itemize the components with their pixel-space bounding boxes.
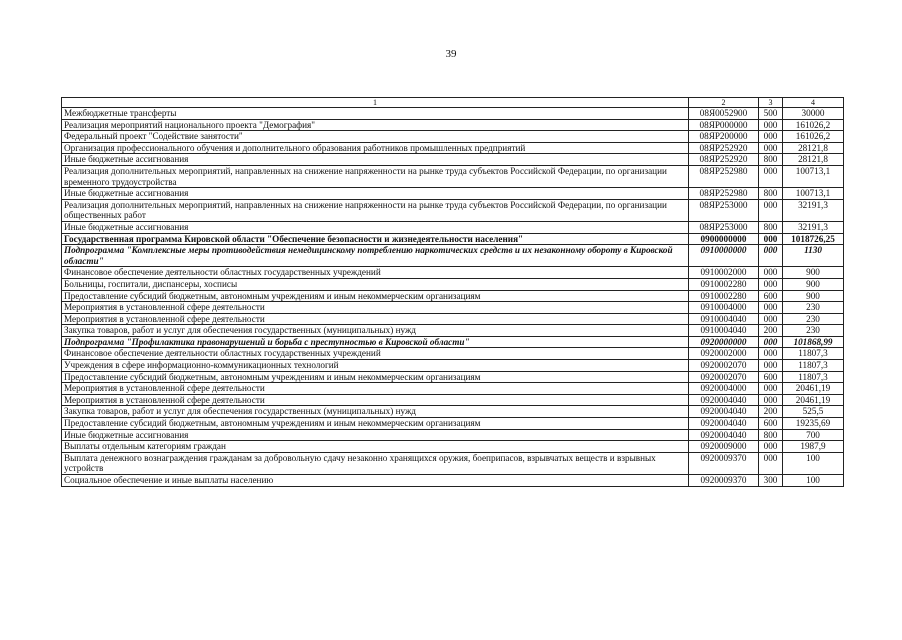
row-name-cell: Реализация дополнительных мероприятий, направленных на снижение напряженности на рынке труда субъектов Российской Федерации, по организации временного трудоустройства xyxy=(62,165,689,187)
table-row xyxy=(62,221,844,233)
row-code-cell: 0920002070 xyxy=(689,360,759,372)
row-code-cell: 08ЯР252920 xyxy=(689,154,759,166)
row-type-cell: 600 xyxy=(759,371,783,383)
row-sum-cell: 19235,69 xyxy=(783,418,844,430)
row-sum-cell: 101868,99 xyxy=(783,336,844,348)
row-sum-cell: 100713,1 xyxy=(783,188,844,200)
row-type-cell: 800 xyxy=(759,154,783,166)
row-code-cell: 0910004000 xyxy=(689,302,759,314)
row-name-cell: Подпрограмма "Профилактика правонарушений и борьба с преступностью в Кировской области" xyxy=(62,336,689,348)
row-type-cell: 200 xyxy=(759,325,783,337)
table-row xyxy=(62,290,844,302)
row-code-cell: 08ЯР252920 xyxy=(689,142,759,154)
table-row xyxy=(62,383,844,395)
table-row xyxy=(62,313,844,325)
row-type-cell: 300 xyxy=(759,475,783,487)
table-row xyxy=(62,142,844,154)
row-code-cell: 0910004040 xyxy=(689,313,759,325)
table-row xyxy=(62,348,844,360)
row-sum-cell: 28121,8 xyxy=(783,154,844,166)
table-row xyxy=(62,233,844,245)
row-sum-cell: 161026,2 xyxy=(783,131,844,143)
table-row xyxy=(62,131,844,143)
row-type-cell: 200 xyxy=(759,406,783,418)
row-sum-cell: 30000 xyxy=(783,108,844,120)
row-name-cell: Иные бюджетные ассигнования xyxy=(62,429,689,441)
row-sum-cell: 230 xyxy=(783,302,844,314)
table-row xyxy=(62,475,844,487)
table-row xyxy=(62,302,844,314)
row-type-cell: 800 xyxy=(759,221,783,233)
table-row xyxy=(62,325,844,337)
row-code-cell: 0910000000 xyxy=(689,245,759,267)
table-row xyxy=(62,245,844,267)
row-type-cell: 000 xyxy=(759,348,783,360)
row-sum-cell: 900 xyxy=(783,278,844,290)
row-name-cell: Социальное обеспечение и иные выплаты населению xyxy=(62,475,689,487)
row-sum-cell: 100 xyxy=(783,475,844,487)
row-name-cell: Закупка товаров, работ и услуг для обеспечения государственных (муниципальных) нужд xyxy=(62,406,689,418)
row-code-cell: 0910004040 xyxy=(689,325,759,337)
row-type-cell: 000 xyxy=(759,394,783,406)
row-type-cell: 000 xyxy=(759,267,783,279)
table-row xyxy=(62,371,844,383)
table-row xyxy=(62,394,844,406)
row-sum-cell: 20461,19 xyxy=(783,383,844,395)
header-col-2: 2 xyxy=(689,98,759,108)
row-name-cell: Предоставление субсидий бюджетным, автономным учреждениям и иным некоммерческим организациям xyxy=(62,290,689,302)
row-code-cell: 08ЯР253000 xyxy=(689,221,759,233)
row-name-cell: Государственная программа Кировской области "Обеспечение безопасности и жизнедеятельности населения" xyxy=(62,233,689,245)
row-code-cell: 0910002280 xyxy=(689,290,759,302)
row-sum-cell: 20461,19 xyxy=(783,394,844,406)
table-row xyxy=(62,441,844,453)
table-row xyxy=(62,360,844,372)
header-col-3: 3 xyxy=(759,98,783,108)
row-code-cell: 0900000000 xyxy=(689,233,759,245)
row-code-cell: 0920004040 xyxy=(689,406,759,418)
row-code-cell: 0920009000 xyxy=(689,441,759,453)
table-row xyxy=(62,452,844,474)
table-row xyxy=(62,278,844,290)
row-type-cell: 000 xyxy=(759,199,783,221)
row-code-cell: 08ЯР252980 xyxy=(689,165,759,187)
row-code-cell: 0910002280 xyxy=(689,278,759,290)
row-name-cell: Предоставление субсидий бюджетным, автономным учреждениям и иным некоммерческим организациям xyxy=(62,371,689,383)
row-name-cell: Федеральный проект "Содействие занятости" xyxy=(62,131,689,143)
budget-table xyxy=(61,97,844,487)
row-code-cell: 0920004040 xyxy=(689,429,759,441)
row-type-cell: 000 xyxy=(759,452,783,474)
table-row xyxy=(62,188,844,200)
row-name-cell: Мероприятия в установленной сфере деятельности xyxy=(62,313,689,325)
row-type-cell: 500 xyxy=(759,108,783,120)
row-code-cell: 0920002070 xyxy=(689,371,759,383)
row-sum-cell: 230 xyxy=(783,325,844,337)
row-code-cell: 08ЯР200000 xyxy=(689,131,759,143)
row-type-cell: 000 xyxy=(759,233,783,245)
row-name-cell: Реализация мероприятий национального проекта "Демография" xyxy=(62,119,689,131)
row-type-cell: 000 xyxy=(759,142,783,154)
row-type-cell: 000 xyxy=(759,278,783,290)
row-sum-cell: 700 xyxy=(783,429,844,441)
row-name-cell: Реализация дополнительных мероприятий, направленных на снижение напряженности на рынке труда субъектов Российской Федерации, по организации общественных работ xyxy=(62,199,689,221)
row-type-cell: 800 xyxy=(759,429,783,441)
row-name-cell: Организация профессионального обучения и дополнительного образования работников промышленных предприятий xyxy=(62,142,689,154)
row-sum-cell: 161026,2 xyxy=(783,119,844,131)
row-code-cell: 0910002000 xyxy=(689,267,759,279)
row-type-cell: 600 xyxy=(759,418,783,430)
row-sum-cell: 100 xyxy=(783,452,844,474)
row-name-cell: Межбюджетные трансферты xyxy=(62,108,689,120)
header-col-1: 1 xyxy=(62,98,689,108)
row-sum-cell: 32191,3 xyxy=(783,199,844,221)
table-row xyxy=(62,165,844,187)
row-name-cell: Подпрограмма "Комплексные меры противодействия немедицинскому потреблению наркотических средств и их незаконному обороту в Кировской области" xyxy=(62,245,689,267)
table-header-row xyxy=(62,98,844,108)
row-type-cell: 000 xyxy=(759,336,783,348)
row-name-cell: Выплаты отдельным категориям граждан xyxy=(62,441,689,453)
row-sum-cell: 1987,9 xyxy=(783,441,844,453)
row-name-cell: Иные бюджетные ассигнования xyxy=(62,188,689,200)
row-sum-cell: 1130 xyxy=(783,245,844,267)
row-sum-cell: 11807,3 xyxy=(783,371,844,383)
row-code-cell: 0920009370 xyxy=(689,452,759,474)
row-code-cell: 0920000000 xyxy=(689,336,759,348)
row-code-cell: 0920002000 xyxy=(689,348,759,360)
row-type-cell: 000 xyxy=(759,302,783,314)
table-row xyxy=(62,429,844,441)
row-name-cell: Мероприятия в установленной сфере деятельности xyxy=(62,383,689,395)
row-type-cell: 000 xyxy=(759,165,783,187)
row-sum-cell: 11807,3 xyxy=(783,360,844,372)
row-name-cell: Иные бюджетные ассигнования xyxy=(62,221,689,233)
table-row xyxy=(62,154,844,166)
row-sum-cell: 11807,3 xyxy=(783,348,844,360)
row-code-cell: 0920004000 xyxy=(689,383,759,395)
table-row xyxy=(62,418,844,430)
row-type-cell: 000 xyxy=(759,131,783,143)
row-code-cell: 0920004040 xyxy=(689,394,759,406)
table-row xyxy=(62,119,844,131)
row-sum-cell: 100713,1 xyxy=(783,165,844,187)
row-name-cell: Финансовое обеспечение деятельности областных государственных учреждений xyxy=(62,348,689,360)
row-name-cell: Мероприятия в установленной сфере деятельности xyxy=(62,394,689,406)
row-type-cell: 800 xyxy=(759,188,783,200)
row-sum-cell: 32191,3 xyxy=(783,221,844,233)
table-row xyxy=(62,336,844,348)
row-type-cell: 000 xyxy=(759,313,783,325)
row-type-cell: 000 xyxy=(759,245,783,267)
row-name-cell: Выплата денежного вознаграждения гражданам за добровольную сдачу незаконно хранящихся оружия, боеприпасов, взрывчатых веществ и взрывных устройств xyxy=(62,452,689,474)
row-name-cell: Учреждения в сфере информационно-коммуникационных технологий xyxy=(62,360,689,372)
row-code-cell: 08Я0052900 xyxy=(689,108,759,120)
table-row xyxy=(62,199,844,221)
page-number: 39 xyxy=(445,48,457,60)
row-code-cell: 08ЯР252980 xyxy=(689,188,759,200)
row-type-cell: 600 xyxy=(759,290,783,302)
row-type-cell: 000 xyxy=(759,441,783,453)
row-sum-cell: 525,5 xyxy=(783,406,844,418)
row-sum-cell: 230 xyxy=(783,313,844,325)
header-col-4: 4 xyxy=(783,98,844,108)
row-name-cell: Предоставление субсидий бюджетным, автономным учреждениям и иным некоммерческим организациям xyxy=(62,418,689,430)
row-sum-cell: 900 xyxy=(783,290,844,302)
row-code-cell: 08ЯР000000 xyxy=(689,119,759,131)
row-type-cell: 000 xyxy=(759,119,783,131)
row-code-cell: 0920004040 xyxy=(689,418,759,430)
table-row xyxy=(62,108,844,120)
table-row xyxy=(62,267,844,279)
row-code-cell: 0920009370 xyxy=(689,475,759,487)
row-name-cell: Больницы, госпитали, диспансеры, хосписы xyxy=(62,278,689,290)
row-type-cell: 000 xyxy=(759,383,783,395)
row-name-cell: Закупка товаров, работ и услуг для обеспечения государственных (муниципальных) нужд xyxy=(62,325,689,337)
row-name-cell: Финансовое обеспечение деятельности областных государственных учреждений xyxy=(62,267,689,279)
row-sum-cell: 28121,8 xyxy=(783,142,844,154)
row-code-cell: 08ЯР253000 xyxy=(689,199,759,221)
row-sum-cell: 900 xyxy=(783,267,844,279)
row-sum-cell: 1018726,25 xyxy=(783,233,844,245)
row-name-cell: Иные бюджетные ассигнования xyxy=(62,154,689,166)
table-row xyxy=(62,406,844,418)
row-type-cell: 000 xyxy=(759,360,783,372)
row-name-cell: Мероприятия в установленной сфере деятельности xyxy=(62,302,689,314)
